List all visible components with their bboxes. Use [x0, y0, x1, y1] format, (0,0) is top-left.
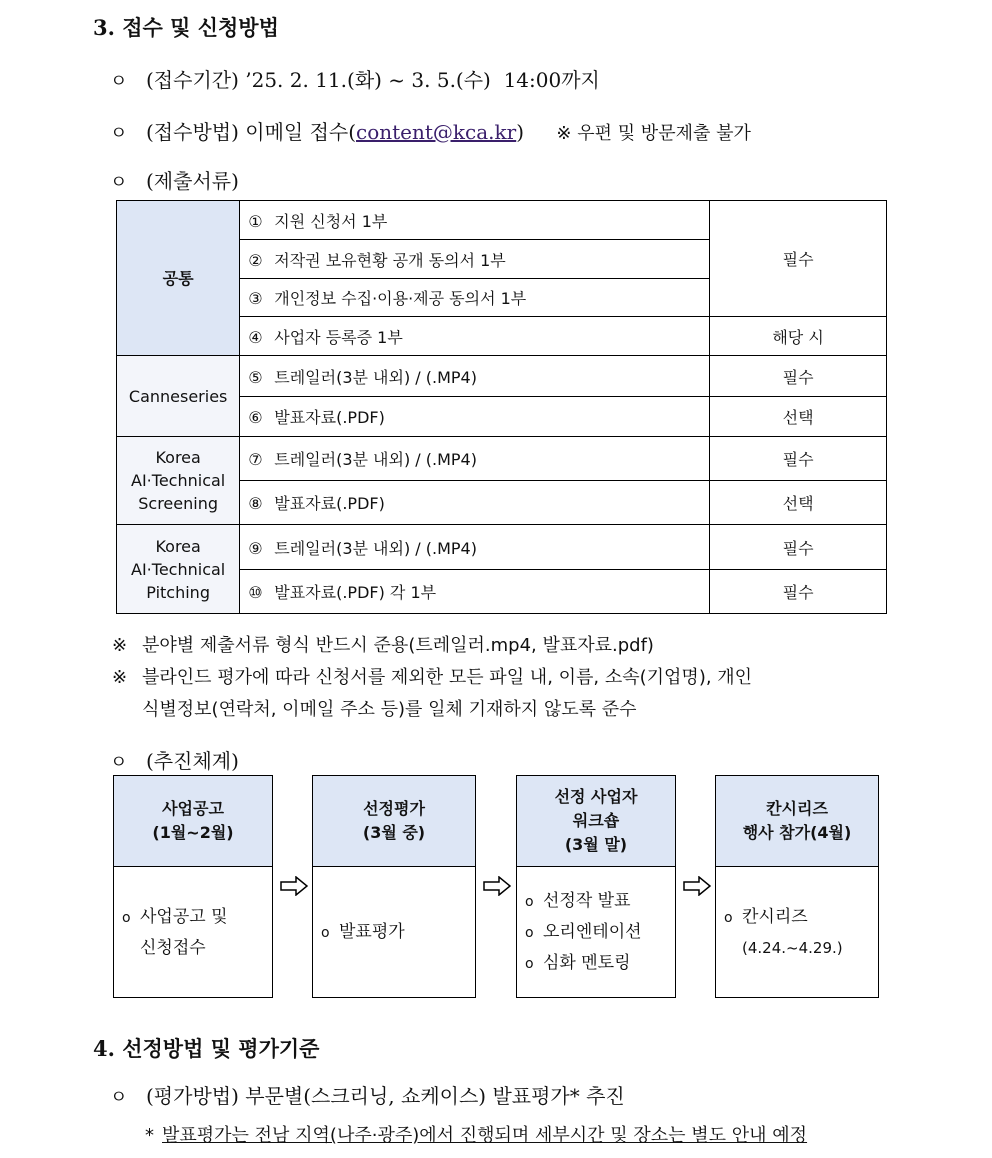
- method-text: 이메일 접수(: [245, 120, 357, 144]
- step-body: o 칸시리즈 (4.24.~4.29.): [724, 906, 843, 957]
- requirement: 필수: [710, 525, 887, 570]
- bullet-icon: ㅇ: [110, 172, 128, 193]
- docs-label: (제출서류): [146, 169, 239, 193]
- note-2-cont: 식별정보(연락처, 이메일 주소 등)를 일체 기재하지 않도록 준수: [142, 699, 637, 720]
- step-body: o 사업공고 및 신청접수: [122, 906, 228, 958]
- step-body: o 선정작 발표 o 오리엔테이션 o 심화 멘토링: [525, 890, 642, 973]
- period-label: (접수기간): [146, 68, 239, 92]
- requirement: 필수: [710, 356, 887, 397]
- step-head: 칸시리즈 행사 참가(4월): [716, 776, 878, 867]
- bullet-icon: ㅇ: [110, 71, 128, 92]
- arrow-right-icon: [683, 876, 711, 896]
- category-pitching: Korea AI·Technical Pitching: [117, 525, 240, 614]
- bullet-icon: ㅇ: [110, 1087, 128, 1108]
- period-value: ’25. 2. 11.(화) ~ 3. 5.(수) 14:00까지: [245, 68, 600, 92]
- bullet-icon: ㅇ: [110, 123, 128, 144]
- footnote-mark: *: [145, 1125, 154, 1146]
- method-line: [110, 116, 751, 145]
- process-step-2: [312, 775, 476, 998]
- doc-item: ② 저작권 보유현황 공개 동의서 1부: [240, 240, 710, 279]
- process-step-1: [113, 775, 273, 998]
- note-2: ※ 블라인드 평가에 따라 신청서를 제외한 모든 파일 내, 이름, 소속(기업명), 개인: [112, 667, 753, 688]
- requirement: 해당 시: [710, 317, 887, 356]
- table-row: [117, 525, 887, 570]
- requirement: 선택: [710, 397, 887, 437]
- bullet-icon: ㅇ: [110, 752, 128, 773]
- doc-item: ④ 사업자 등록증 1부: [240, 317, 710, 356]
- doc-item: ⑥ 발표자료(.PDF): [240, 397, 710, 437]
- table-row: [117, 201, 887, 240]
- doc-item: ⑦ 트레일러(3분 내외) / (.MP4): [240, 437, 710, 481]
- doc-item: ⑨ 트레일러(3분 내외) / (.MP4): [240, 525, 710, 570]
- docs-line: [110, 165, 239, 194]
- process-line: [110, 745, 239, 774]
- footnote: [145, 1121, 807, 1147]
- step-head: 선정 사업자 워크숍 (3월 말): [517, 776, 675, 867]
- table-row: [117, 356, 887, 397]
- eval-line: [110, 1080, 625, 1109]
- method-note: ※ 우편 및 방문제출 불가: [556, 123, 751, 144]
- arrow-right-icon: [280, 876, 308, 896]
- requirement: 필수: [710, 570, 887, 614]
- doc-item: ① 지원 신청서 1부: [240, 201, 710, 240]
- doc-item: ⑧ 발표자료(.PDF): [240, 481, 710, 525]
- requirement: 선택: [710, 481, 887, 525]
- requirement: 필수: [710, 437, 887, 481]
- step-head: 사업공고 (1월~2월): [114, 776, 272, 867]
- requirement: 필수: [710, 201, 887, 317]
- category-canneseries: Canneseries: [117, 356, 240, 437]
- eval-label: (평가방법): [146, 1084, 239, 1108]
- arrow-right-icon: [483, 876, 511, 896]
- category-common: 공통: [117, 201, 240, 356]
- method-label: (접수방법): [146, 120, 239, 144]
- category-screening: Korea AI·Technical Screening: [117, 437, 240, 525]
- documents-table: [116, 200, 887, 614]
- process-step-3: [516, 775, 676, 998]
- section-3-title: 3. 접수 및 신청방법: [93, 15, 279, 40]
- notes: [112, 630, 752, 726]
- email-link[interactable]: content@kca.kr: [356, 120, 517, 144]
- doc-item: ③ 개인정보 수집·이용·제공 동의서 1부: [240, 279, 710, 317]
- doc-item: ⑩ 발표자료(.PDF) 각 1부: [240, 570, 710, 614]
- section-4-title: 4. 선정방법 및 평가기준: [93, 1036, 320, 1061]
- process-step-4: [715, 775, 879, 998]
- eval-text: 부문별(스크리닝, 쇼케이스) 발표평가* 추진: [245, 1084, 625, 1108]
- step-head: 선정평가 (3월 중): [313, 776, 475, 867]
- doc-item: ⑤ 트레일러(3분 내외) / (.MP4): [240, 356, 710, 397]
- method-close: ): [516, 120, 525, 144]
- period-line: [110, 64, 600, 93]
- footnote-text: 발표평가는 전남 지역(나주·광주)에서 진행되며 세부시간 및 장소는 별도 안내 예정: [162, 1125, 808, 1146]
- step-body: o 발표평가: [321, 921, 405, 942]
- table-row: [117, 437, 887, 481]
- process-label: (추진체계): [146, 749, 239, 773]
- note-1: ※ 분야별 제출서류 형식 반드시 준용(트레일러.mp4, 발표자료.pdf): [112, 635, 654, 656]
